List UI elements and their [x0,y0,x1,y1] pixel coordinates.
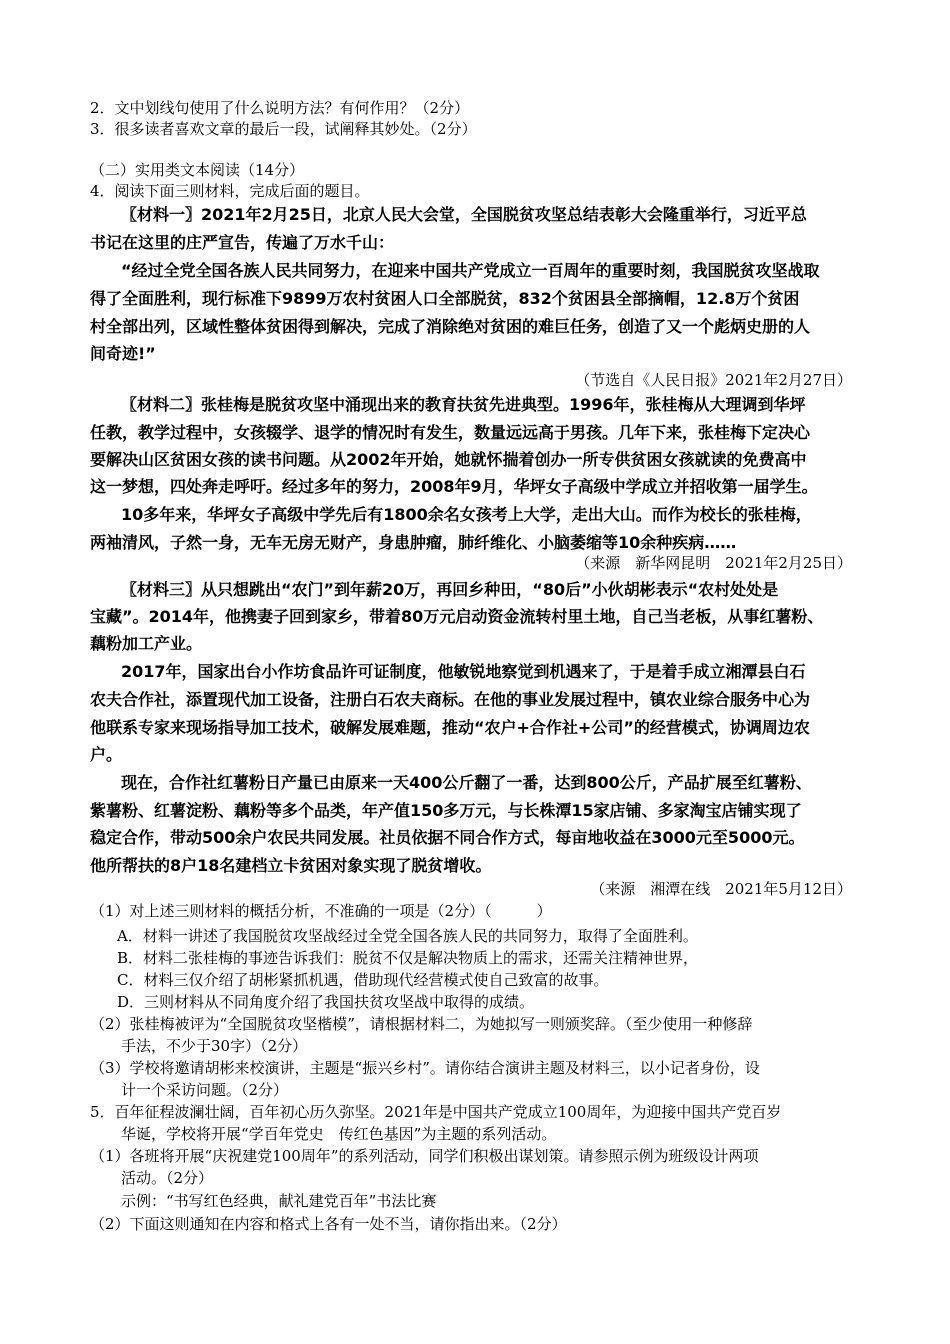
material-2-line: 要解决山区贫困女孩的读书问题。从2002年开始，她就怀揣着创办一所专供贫困女孩就读的免费高中 [90,450,807,469]
sub-question-3-cont: 计一个采访问题。（2分） [121,1081,289,1099]
material-3-line: 紫薯粉、红薯淀粉、藕粉等多个品类，年产值150多万元，与长株潭15家店铺、多家淘宝店铺实现了 [90,801,802,820]
question-2: 2．文中划线句使用了什么说明方法？有何作用？（2分） [90,99,470,117]
question-5: 5．百年征程波澜壮阔，百年初心历久弥坚。2021年是中国共产党成立100周年，为迎接中国共产党百岁 [90,1103,782,1121]
material-3-line: 稳定合作，带动500余户农民共同发展。社员依据不同合作方式，每亩地收益在3000元至5000元。 [90,828,805,847]
material-2-line: 这一梦想，四处奔走呼吁。经过多年的努力，2008年9月，华坪女子高级中学成立并招收第一届学生。 [90,477,818,496]
material-2-line: 两袖清风，子然一身，无车无房无财产，身患肿瘤，肺纤维化、小脑萎缩等10余种疾病…… [90,533,737,552]
q5-sub-question-1-cont: 活动。（2分） [121,1169,214,1187]
question-3: 3．很多读者喜欢文章的最后一段，试阐释其妙处。（2分） [90,120,477,138]
q5-example: 示例：“书写红色经典，献礼建党百年”书法比赛 [121,1192,437,1210]
material-2-line: 〖材料二〗张桂梅是脱贫攻坚中涌现出来的教育扶贫先进典型。1996年，张桂梅从大理调到华坪 [121,395,806,414]
material-1-line: 间奇迹!” [90,344,156,363]
material-3-line: 他所帮扶的8户18名建档立卡贫困对象实现了脱贫增收。 [90,856,492,875]
section-heading-practical-reading: （二）实用类文本阅读（14分） [90,161,305,179]
sub-question-2-cont: 手法，不少于30字）（2分） [121,1037,308,1055]
material-3-line: 2017年，国家出台小作坊食品许可证制度，他敏锐地察觉到机遇来了，于是着手成立湘潭县白石 [121,662,806,681]
material-3-source: （来源 湘潭在线 2021年5月12日） [590,880,852,898]
sub-question-2: （2）张桂梅被评为“全国脱贫攻坚楷模”，请根据材料二，为她拟写一则颁奖辞。（至少使用一种修辞 [90,1015,753,1033]
question-5-cont: 华诞，学校将开展“学百年党史 传红色基因”为主题的系列活动。 [121,1125,557,1143]
material-1-line: 村全部出列，区域性整体贫困得到解决，完成了消除绝对贫困的难巨任务，创造了又一个彪炳史册的人 [90,317,811,336]
material-3-line: 藕粉加工产业。 [90,634,203,653]
option-c: C．材料三仅介绍了胡彬紧抓机遇，借助现代经营模式使自己致富的故事。 [117,971,609,989]
material-3-line: 〖材料三〗从只想跳出“农门”到年薪20万，再回乡种田，“80后”小伙胡彬表示“农村处处是 [121,580,779,599]
material-2-source: （来源 新华网昆明 2021年2月25日） [575,554,852,572]
option-d: D．三则材料从不同角度介绍了我国扶贫攻坚战中取得的成绩。 [117,993,535,1011]
material-3-line: 现在，合作社红薯粉日产量已由原来一天400公斤翻了一番，达到800公斤，产品扩展至红薯粉、 [121,773,812,792]
material-2-line: 10多年来，华坪女子高级中学先后有1800余名女孩考上大学，走出大山。而作为校长的张桂梅， [121,505,812,524]
sub-question-1: （1）对上述三则材料的概括分析，不准确的一项是（2分）（ ） [90,902,552,920]
material-1-source: （节选自《人民日报》2021年2月27日） [575,371,852,389]
q5-sub-question-2: （2）下面这则通知在内容和格式上各有一处不当，请你指出来。（2分） [90,1215,567,1233]
option-a: A．材料一讲述了我国脱贫攻坚战经过全党全国各族人民的共同努力，取得了全面胜利。 [117,927,698,945]
material-3-line: 宝藏”。2014年，他携妻子回到家乡，带着80万元启动资金流转村里土地，自己当老板，从事红薯粉、 [90,607,824,626]
q5-sub-question-1: （1）各班将开展“庆祝建党100周年”的系列活动，同学们积极出谋划策。请参照示例为班级设计两项 [90,1147,759,1165]
material-3-line: 农夫合作社，添置现代加工设备，注册白石农夫商标。在他的事业发展过程中，镇农业综合服务中心为 [90,690,811,709]
material-3-line: 户。 [90,745,123,764]
question-4: 4．阅读下面三则材料，完成后面的题目。 [90,182,370,200]
sub-question-3: （3）学校将邀请胡彬来校演讲，主题是“振兴乡村”。请你结合演讲主题及材料三，以小记者身份，设 [90,1059,760,1077]
material-1-line: 〖材料一〗2021年2月25日，北京人民大会堂，全国脱贫攻坚总结表彰大会隆重举行，习近平总 [121,205,807,224]
option-b: B．材料二张桂梅的事迹告诉我们：脱贫不仅是解决物质上的需求，还需关注精神世界， [117,949,699,967]
material-1-line: “经过全党全国各族人民共同努力，在迎来中国共产党成立一百周年的重要时刻，我国脱贫攻坚战取 [121,261,820,280]
material-1-line: 书记在这里的庄严宣告，传遍了万水千山： [90,233,395,252]
material-3-line: 他联系专家来现场指导加工技术，破解发展难题，推动“农户+合作社+公司”的经营模式，协调周边农 [90,718,810,737]
material-1-line: 得了全面胜利，现行标准下9899万农村贫困人口全部脱贫，832个贫困县全部摘帽，12.8万个贫困 [90,289,800,308]
material-2-line: 任教，教学过程中，女孩辍学、退学的情况时有发生，数量远远高于男孩。几年下来，张桂梅下定决心 [90,423,811,442]
